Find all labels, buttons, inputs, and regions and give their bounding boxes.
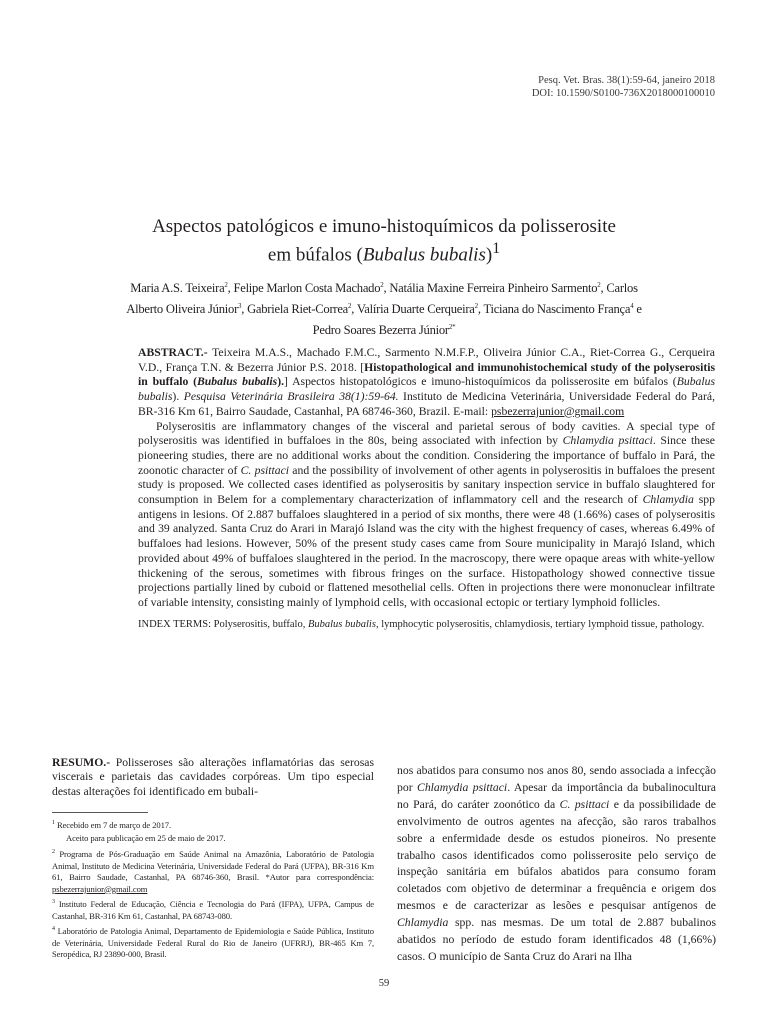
footnote-text: Recebido em 7 de março de 2017. [54, 819, 172, 830]
author-separator: , [477, 302, 484, 317]
index-terms-text: Polyserositis, buffalo, [211, 618, 308, 630]
index-terms [138, 618, 715, 632]
resumo-species: Chlamydia [397, 916, 449, 930]
article-title [60, 216, 708, 266]
resumo-label: RESUMO.- [52, 756, 111, 769]
author-name: Ticiana do Nascimento França [483, 302, 631, 317]
author-name: Pedro Soares Bezerra Júnior [312, 323, 449, 338]
resumo-species: Chlamydia psittaci [417, 780, 508, 794]
author-affiliation: 2* [448, 323, 456, 332]
title-line-2-pre: em búfalos ( [267, 244, 363, 266]
abstract-institution: Instituto de Medicina Veterinária, Universidade Federal do Pará, BR-316 Km 61, Bairro Saudade, Castanhal, PA 68746-360, Brazil. E-mail: [138, 390, 715, 418]
abstract-body [138, 420, 715, 611]
resumo-start [52, 756, 374, 799]
title-line-2-post: ) [485, 244, 493, 266]
abstract-label: ABSTRACT.- [138, 346, 208, 359]
author-list [120, 276, 648, 340]
abstract-species: C. psittaci [240, 463, 290, 477]
author-affiliation: 4 [630, 302, 634, 311]
abstract-title-en-species: Bubalus bubalis [197, 375, 278, 389]
resumo-left-column [52, 756, 374, 799]
abstract-journal: Pesquisa Veterinária Brasileira 38(1):59-64. [183, 390, 399, 404]
abstract-title-pt-end: ). [172, 390, 184, 404]
title-line-1: Aspectos patológicos e imuno-histoquímicos da polisserosite [152, 216, 616, 237]
journal-citation: Pesq. Vet. Bras. 38(1):59-64, janeiro 2018 [538, 75, 715, 86]
author-affiliation: 2 [474, 302, 478, 311]
abstract-title-en-end: ). [277, 375, 285, 389]
abstract-title-en-text: Histopathological and immunohistochemical study of the polyserositis in buffalo ( [138, 360, 716, 389]
author-separator: , [241, 302, 248, 317]
journal-header [532, 74, 715, 100]
author-separator: , [227, 281, 234, 296]
footnote-1-accepted: Aceito para publicação em 25 de maio de 2017. [66, 833, 226, 844]
author-separator: , [351, 302, 357, 317]
resumo-continuation [397, 763, 716, 966]
abstract-species: Chlamydia [642, 493, 694, 507]
index-terms-label: INDEX TERMS: [138, 618, 212, 630]
title-footnote-ref[interactable]: 1 [492, 240, 501, 257]
footnote-number: 4 [52, 926, 55, 933]
title-line-2 [60, 238, 708, 266]
abstract-email-link[interactable]: psbezerrajunior@gmail.com [491, 404, 625, 418]
index-terms-species: Bubalus bubalis [307, 618, 376, 630]
author-name: Natália Maxine Ferreira Pinheiro Sarmento [389, 281, 598, 296]
footnote-text: Programa de Pós-Graduação em Saúde Animal na Amazônia, Laboratório de Patologia Animal, Instituto de Medicina Veterinária, Universidade Federal do Pará (UFPA), BR-316 Km 61, Bairro Saudade, Castanhal, PA 68746-360, Brasil. *Autor para correspondência: [52, 848, 374, 883]
author-affiliation: 2 [224, 281, 228, 289]
footnote-3 [52, 897, 374, 922]
abstract-title-pt-species: Bubalus bubalis [138, 375, 716, 404]
abstract-section [138, 346, 715, 631]
author-separator: e [633, 302, 642, 317]
footnote-number: 2 [52, 849, 55, 856]
abstract-body-text: and the possibility of involvement of other agents in polyserositis in buffaloes the present study is proposed. We collected cases identified as polyserositis by sanitary inspection service in buffalo slaughtered for consumption in Belem for a complementary characterization of inflammatory cell and the research of [138, 463, 715, 507]
resumo-species: C. psittaci [559, 797, 610, 811]
footnote-text: Instituto Federal de Educação, Ciência e Tecnologia do Pará (IFPA), UFPA, Campus de Castanhal, BR-316 Km 61, Castanhal, PA 68743-080. [52, 899, 374, 921]
author-affiliation: 2 [348, 302, 352, 311]
page-number: 59 [378, 978, 390, 989]
footnote-divider [52, 812, 148, 813]
resumo-right-text: e da possibilidade de envolvimento de outros agentes na afecção, são raros trabalhos sobre a enfermidade desde os estudos pioneiros. No presente trabalho casos identificados como polisserosite pelo serviço de inspeção sanitária em búfalos abatidos para consumo foram coletados com objetivo de determinar a frequência e origem dos mesmos e de caracterizar as lesões e pesquisar antígenos de [397, 797, 716, 913]
title-species: Bubalus bubalis [362, 244, 486, 266]
footnotes [52, 818, 374, 963]
footnote-4 [52, 924, 374, 961]
footnote-email-link[interactable]: psbezerrajunior@gmail.com [52, 883, 148, 894]
author-separator: , [600, 281, 607, 296]
author-name: Maria A.S. Teixeira [130, 281, 225, 296]
footnote-number: 1 [52, 820, 55, 826]
author-affiliation: 2 [380, 281, 384, 289]
doi-link[interactable]: DOI: 10.1590/S0100-736X2018000100010 [531, 88, 715, 99]
abstract-body-text: spp antigens in lesions. Of 2.887 buffaloes slaughtered in a period of six months, there were 48 (1.66%) cases of polyserositis and 39 analyzed. Santa Cruz do Arari in Marajó Island was the city with the highest frequency of cases, whereas 6.49% of buffaloes had lesions. However, 50% of the present study cases came from Soure municipality in Marajó Island, which provided about 49% of buffaloes slaughtered in the period. In the macroscopy, there were opaque areas with white-yellow thickening of the serous, sometimes with fibrous fringes on the surface. Histopathology showed connective tissue projections partially lined by cuboid or flattened mesothelial cells. Often in projections there were mononuclear infiltrate of variable intensity, consisting mainly of lymphoid cells, with occasional ectopic or tertiary lymphoid follicles. [138, 493, 715, 609]
abstract-citation-authors: Teixeira M.A.S., Machado F.M.C., Sarmento N.M.F.P., Oliveira Júnior C.A., Riet-Correa G., Cerqueira V.D., França T.N. & Bezerra Júnior P.S. 2018. [ [138, 346, 715, 374]
abstract-citation [138, 346, 715, 420]
abstract-title-pt: ] Aspectos histopatológicos e imuno-histoquímicos da polisserosite em búfalos ( [284, 375, 677, 389]
author-name: Carlos Alberto Oliveira Júnior [126, 281, 638, 317]
footnote-1 [52, 818, 374, 831]
author-affiliation: 3 [238, 302, 242, 311]
footnote-number: 3 [52, 899, 55, 906]
author-name: Felipe Marlon Costa Machado [233, 281, 381, 296]
footnote-2 [52, 847, 374, 895]
resumo-right-text: spp. nas mesmas. De um total de 2.887 bubalinos abatidos no período de estudo foram identificados 48 (1,66%) casos. O município de Santa Cruz do Arari na Ilha [397, 916, 716, 963]
author-name: Valíria Duarte Cerqueira [356, 302, 475, 317]
author-separator: , [383, 281, 390, 296]
index-terms-text: , lymphocytic polyserositis, chlamydiosis, tertiary lymphoid tissue, pathology. [375, 618, 705, 630]
author-affiliation: 2 [597, 281, 601, 289]
abstract-body-text: Polyserositis are inflammatory changes of the visceral and parietal serous of body cavities. A special type of polyserositis was identified in buffaloes in the 80s, being associated with infection by [138, 419, 715, 448]
author-name: Gabriela Riet-Correa [247, 302, 349, 317]
resumo-left-text: Polisseroses são alterações inflamatórias das serosas viscerais e parietais das cavidades corpóreas. Um tipo especial destas alterações foi identificado em bubali- [52, 756, 374, 798]
abstract-species: Chlamydia psittaci [562, 434, 653, 448]
resumo-right-column [397, 763, 716, 966]
footnote-text: Laboratório de Patologia Animal, Departamento de Epidemiologia e Saúde Pública, Instituto de Veterinária, Universidade Federal Rural do Rio de Janeiro (UFRRJ), BR-465 Km 7, Seropédica, RJ 23890-000, Brasil. [52, 926, 374, 960]
abstract-body-text: . Since these pioneering studies, there are no additional works about the condition. Considering the importance of buffalo in Pará, the zoonotic character of [138, 434, 715, 477]
resumo-right-text: nos abatidos para consumo nos anos 80, sendo associada a infecção por [397, 764, 716, 794]
resumo-right-text: . Apesar da importância da bubalinocultura no Pará, do caráter zoonótico da [397, 780, 716, 811]
